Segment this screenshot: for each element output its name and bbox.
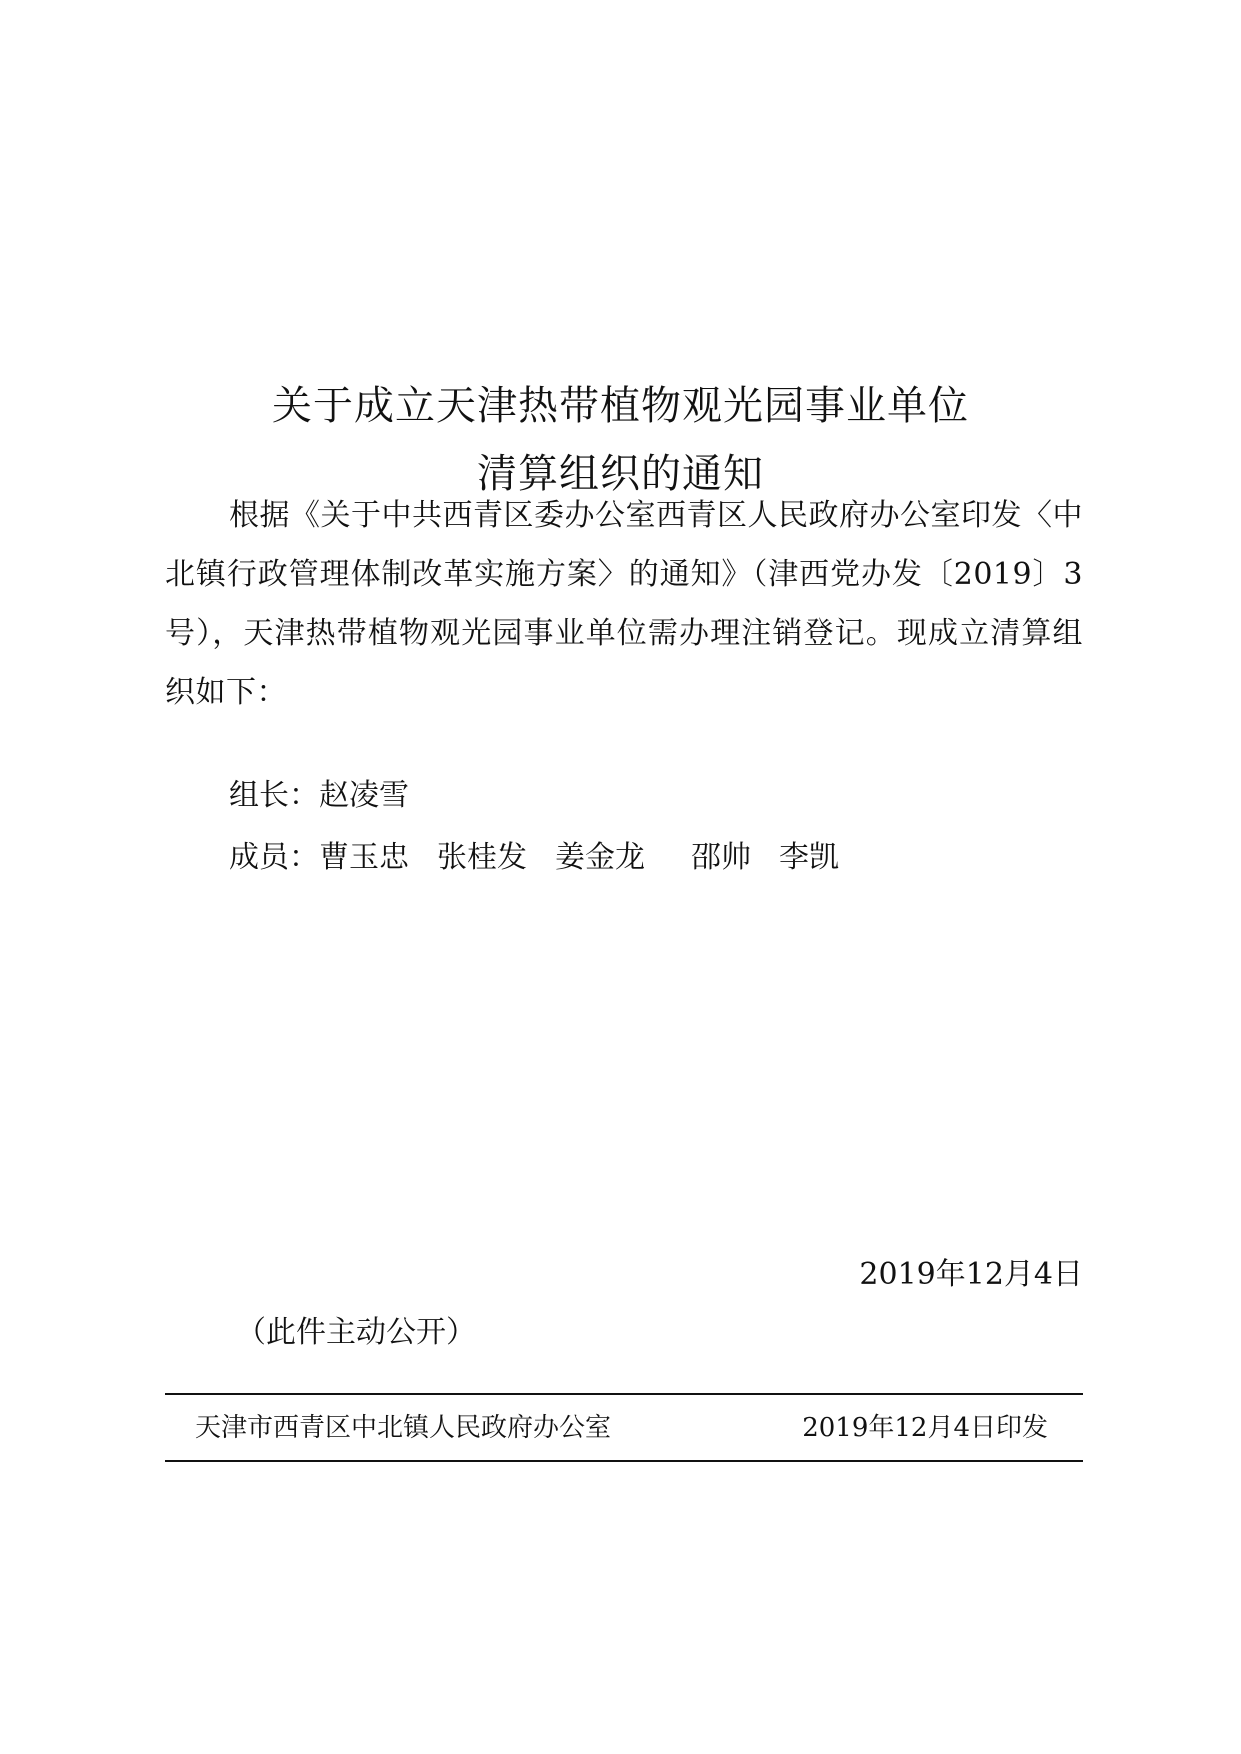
- members-line: [229, 838, 867, 878]
- footer-issue-date: 2019年12月4日印发: [802, 1413, 1048, 1443]
- document-title-line-2: 清算组织的通知: [477, 451, 764, 497]
- member-name: 姜金龙: [555, 840, 645, 875]
- leader-name: 赵凌雪: [319, 778, 409, 813]
- document-title-line-1: 关于成立天津热带植物观光园事业单位: [272, 383, 969, 429]
- leader-line: [229, 776, 409, 816]
- body-paragraph: 根据《关于中共西青区委办公室西青区人民政府办公室印发〈中北镇行政管理体制改革实施方案〉的通知》（津西党办发〔2019〕3号），天津热带植物观光园事业单位需办理注销登记。现成立清算组织如下：: [165, 498, 1083, 710]
- members-label: 成员：: [229, 840, 319, 875]
- leader-label: 组长：: [229, 778, 319, 813]
- footer-top-rule: [165, 1393, 1083, 1395]
- disclosure-note: （此件主动公开）: [236, 1315, 476, 1350]
- member-name: 李凯: [779, 840, 839, 875]
- member-name: 邵帅: [691, 840, 751, 875]
- member-name: 曹玉忠: [319, 840, 409, 875]
- footer-issuer: 天津市西青区中北镇人民政府办公室: [195, 1413, 612, 1443]
- signing-date: 2019年12月4日: [859, 1257, 1083, 1292]
- footer-bottom-rule: [165, 1460, 1083, 1462]
- member-name: 张桂发: [437, 840, 527, 875]
